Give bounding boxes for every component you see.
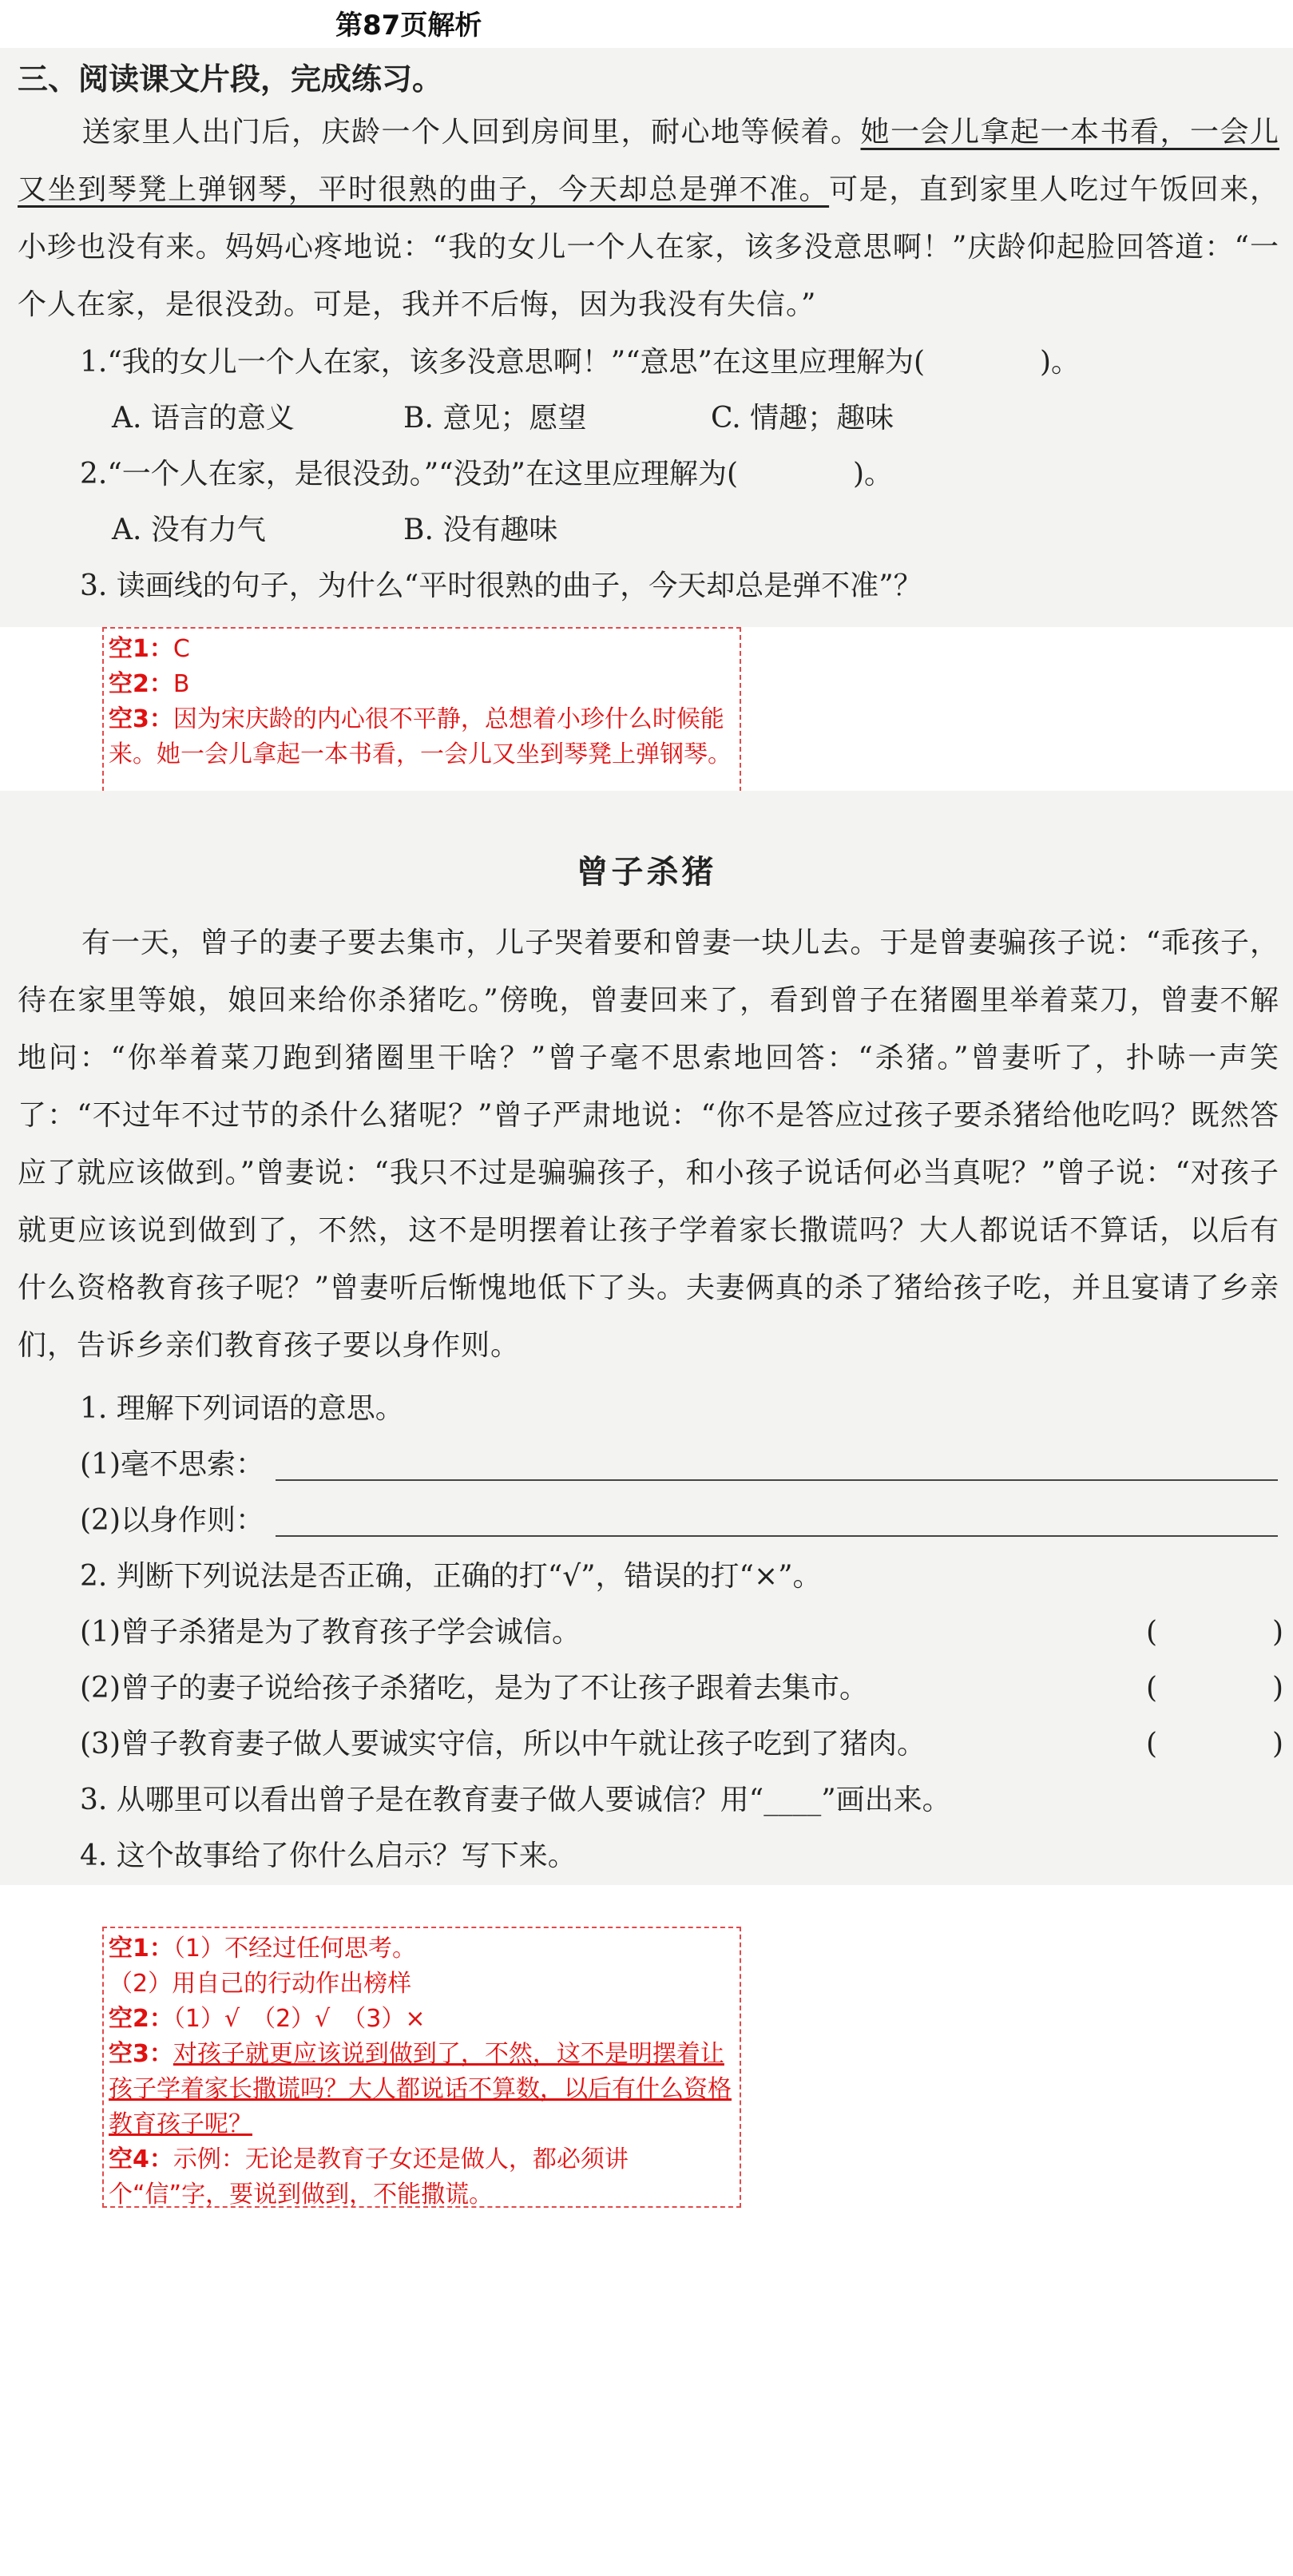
section4-answer-box (102, 1927, 741, 2208)
section3-heading: 三、阅读课文片段，完成练习。 (18, 62, 443, 97)
section4-question-4: 4. 这个故事给了你什么启示？写下来。 (80, 1840, 577, 1872)
q1-item-2: (2)以身作则： (80, 1504, 264, 1537)
q1-option-b: B. 意见；愿望 (403, 402, 587, 435)
section4-question-2: 2. 判断下列说法是否正确，正确的打“√”，错误的打“×”。 (80, 1560, 822, 1593)
answer-label-2: 空2： (109, 670, 173, 698)
answer-label-3: 空3： (109, 2040, 173, 2068)
section3-question-1: 1.“我的女儿一个人在家，该多没意思啊！”“意思”在这里应理解为( )。 (80, 346, 1081, 379)
q2-option-a: A. 没有力气 (112, 514, 266, 546)
judge-paren-2: ( ) (1146, 1672, 1284, 1705)
section3-answer-box (102, 627, 741, 808)
page-title: 第87页解析 (335, 10, 482, 42)
answer-label-2: 空2： (109, 2005, 173, 2033)
section3-passage (18, 104, 1279, 334)
judge-item-1: (1)曾子杀猪是为了教育孩子学会诚信。 (80, 1616, 581, 1649)
answer-label-1: 空1： (109, 1935, 173, 1963)
passage-text-2: 可是，直到家里人吃过午饭回来，小珍也没有来。妈妈心疼地说：“我的女儿一个人在家，该多没意思啊！”庆龄仰起脸回答道：“一个人在家，是很没劲。可是，我并不后悔，因为我没有失信。” (18, 173, 1279, 321)
answer-1-line-2: （2）用自己的行动作出榜样 (109, 1970, 412, 1998)
answer-blank-line (276, 1535, 1278, 1537)
story-passage (18, 915, 1279, 1375)
judge-paren-3: ( ) (1146, 1728, 1284, 1760)
answer-1: C (173, 635, 190, 663)
story-text: 有一天，曾子的妻子要去集市，儿子哭着要和曾妻一块儿去。于是曾妻骗孩子说：“乖孩子，待在家里等娘，娘回来给你杀猪吃。”傍晚，曾妻回来了，看到曾子在猪圈里举着菜刀，曾妻不解地问：“你举着菜刀跑到猪圈里干啥？”曾子毫不思索地回答：“杀猪。”曾妻听了，扑哧一声笑了：“不过年不过节的杀什么猪呢？”曾子严肃地说：“你不是答应过孩子要杀猪给他吃吗？既然答应了就应该做到。”曾妻说：“我只不过是骗骗孩子，和小孩子说话何必当真呢？”曾子说：“对孩子就更应该说到做到了，不然，这不是明摆着让孩子学着家长撒谎吗？大人都说话不算话，以后有什么资格教育孩子呢？”曾妻听后惭愧地低下了头。夫妻俩真的杀了猪给孩子吃，并且宴请了乡亲们，告诉乡亲们教育孩子要以身作则。 (18, 927, 1279, 1362)
answer-2: B (173, 670, 190, 698)
q1-option-c: C. 情趣；趣味 (711, 402, 894, 435)
answer-blank-line (276, 1479, 1278, 1481)
section4-question-1: 1. 理解下列词语的意思。 (80, 1392, 404, 1425)
story-title: 曾子杀猪 (576, 853, 717, 891)
section3-question-3: 3. 读画线的句子，为什么“平时很熟的曲子，今天却总是弹不准”？ (80, 570, 922, 602)
answer-4: 示例：无论是教育子女还是做人，都必须讲个“信”字，要说到做到，不能撒谎。 (109, 2145, 629, 2209)
section3-question-2: 2.“一个人在家，是很没劲。”“没劲”在这里应理解为( )。 (80, 458, 894, 490)
answer-2: （1）√ （2）√ （3）× (173, 2005, 426, 2033)
answer-3: 对孩子就更应该说到做到了，不然，这不是明摆着让孩子学着家长撒谎吗？大人都说话不算数，以后有什么资格教育孩子呢？ (109, 2040, 732, 2138)
q2-option-b: B. 没有趣味 (403, 514, 558, 546)
judge-item-3: (3)曾子教育妻子做人要诚实守信，所以中午就让孩子吃到了猪肉。 (80, 1728, 926, 1760)
passage-underlined-sentence: 她一会儿拿起一本书看，一会儿又坐到琴凳上弹钢琴，平时很熟的曲子，今天却总是弹不准。 (18, 116, 1279, 206)
answer-label-1: 空1： (109, 635, 173, 663)
answer-3: 因为宋庆龄的内心很不平静，总想着小珍什么时候能来。她一会儿拿起一本书看，一会儿又坐到琴凳上弹钢琴。 (109, 705, 732, 768)
judge-paren-1: ( ) (1146, 1616, 1284, 1649)
answer-label-4: 空4： (109, 2145, 173, 2173)
section4-question-3: 3. 从哪里可以看出曾子是在教育妻子做人要诚信？用“____”画出来。 (80, 1784, 951, 1816)
q1-item-1: (1)毫不思索： (80, 1448, 264, 1481)
q1-option-a: A. 语言的意义 (112, 402, 295, 435)
judge-item-2: (2)曾子的妻子说给孩子杀猪吃，是为了不让孩子跟着去集市。 (80, 1672, 868, 1705)
answer-label-3: 空3： (109, 705, 173, 733)
passage-text-1: 送家里人出门后，庆龄一个人回到房间里，耐心地等候着。 (81, 116, 861, 149)
answer-1-line-1: （1）不经过任何思考。 (173, 1935, 416, 1963)
